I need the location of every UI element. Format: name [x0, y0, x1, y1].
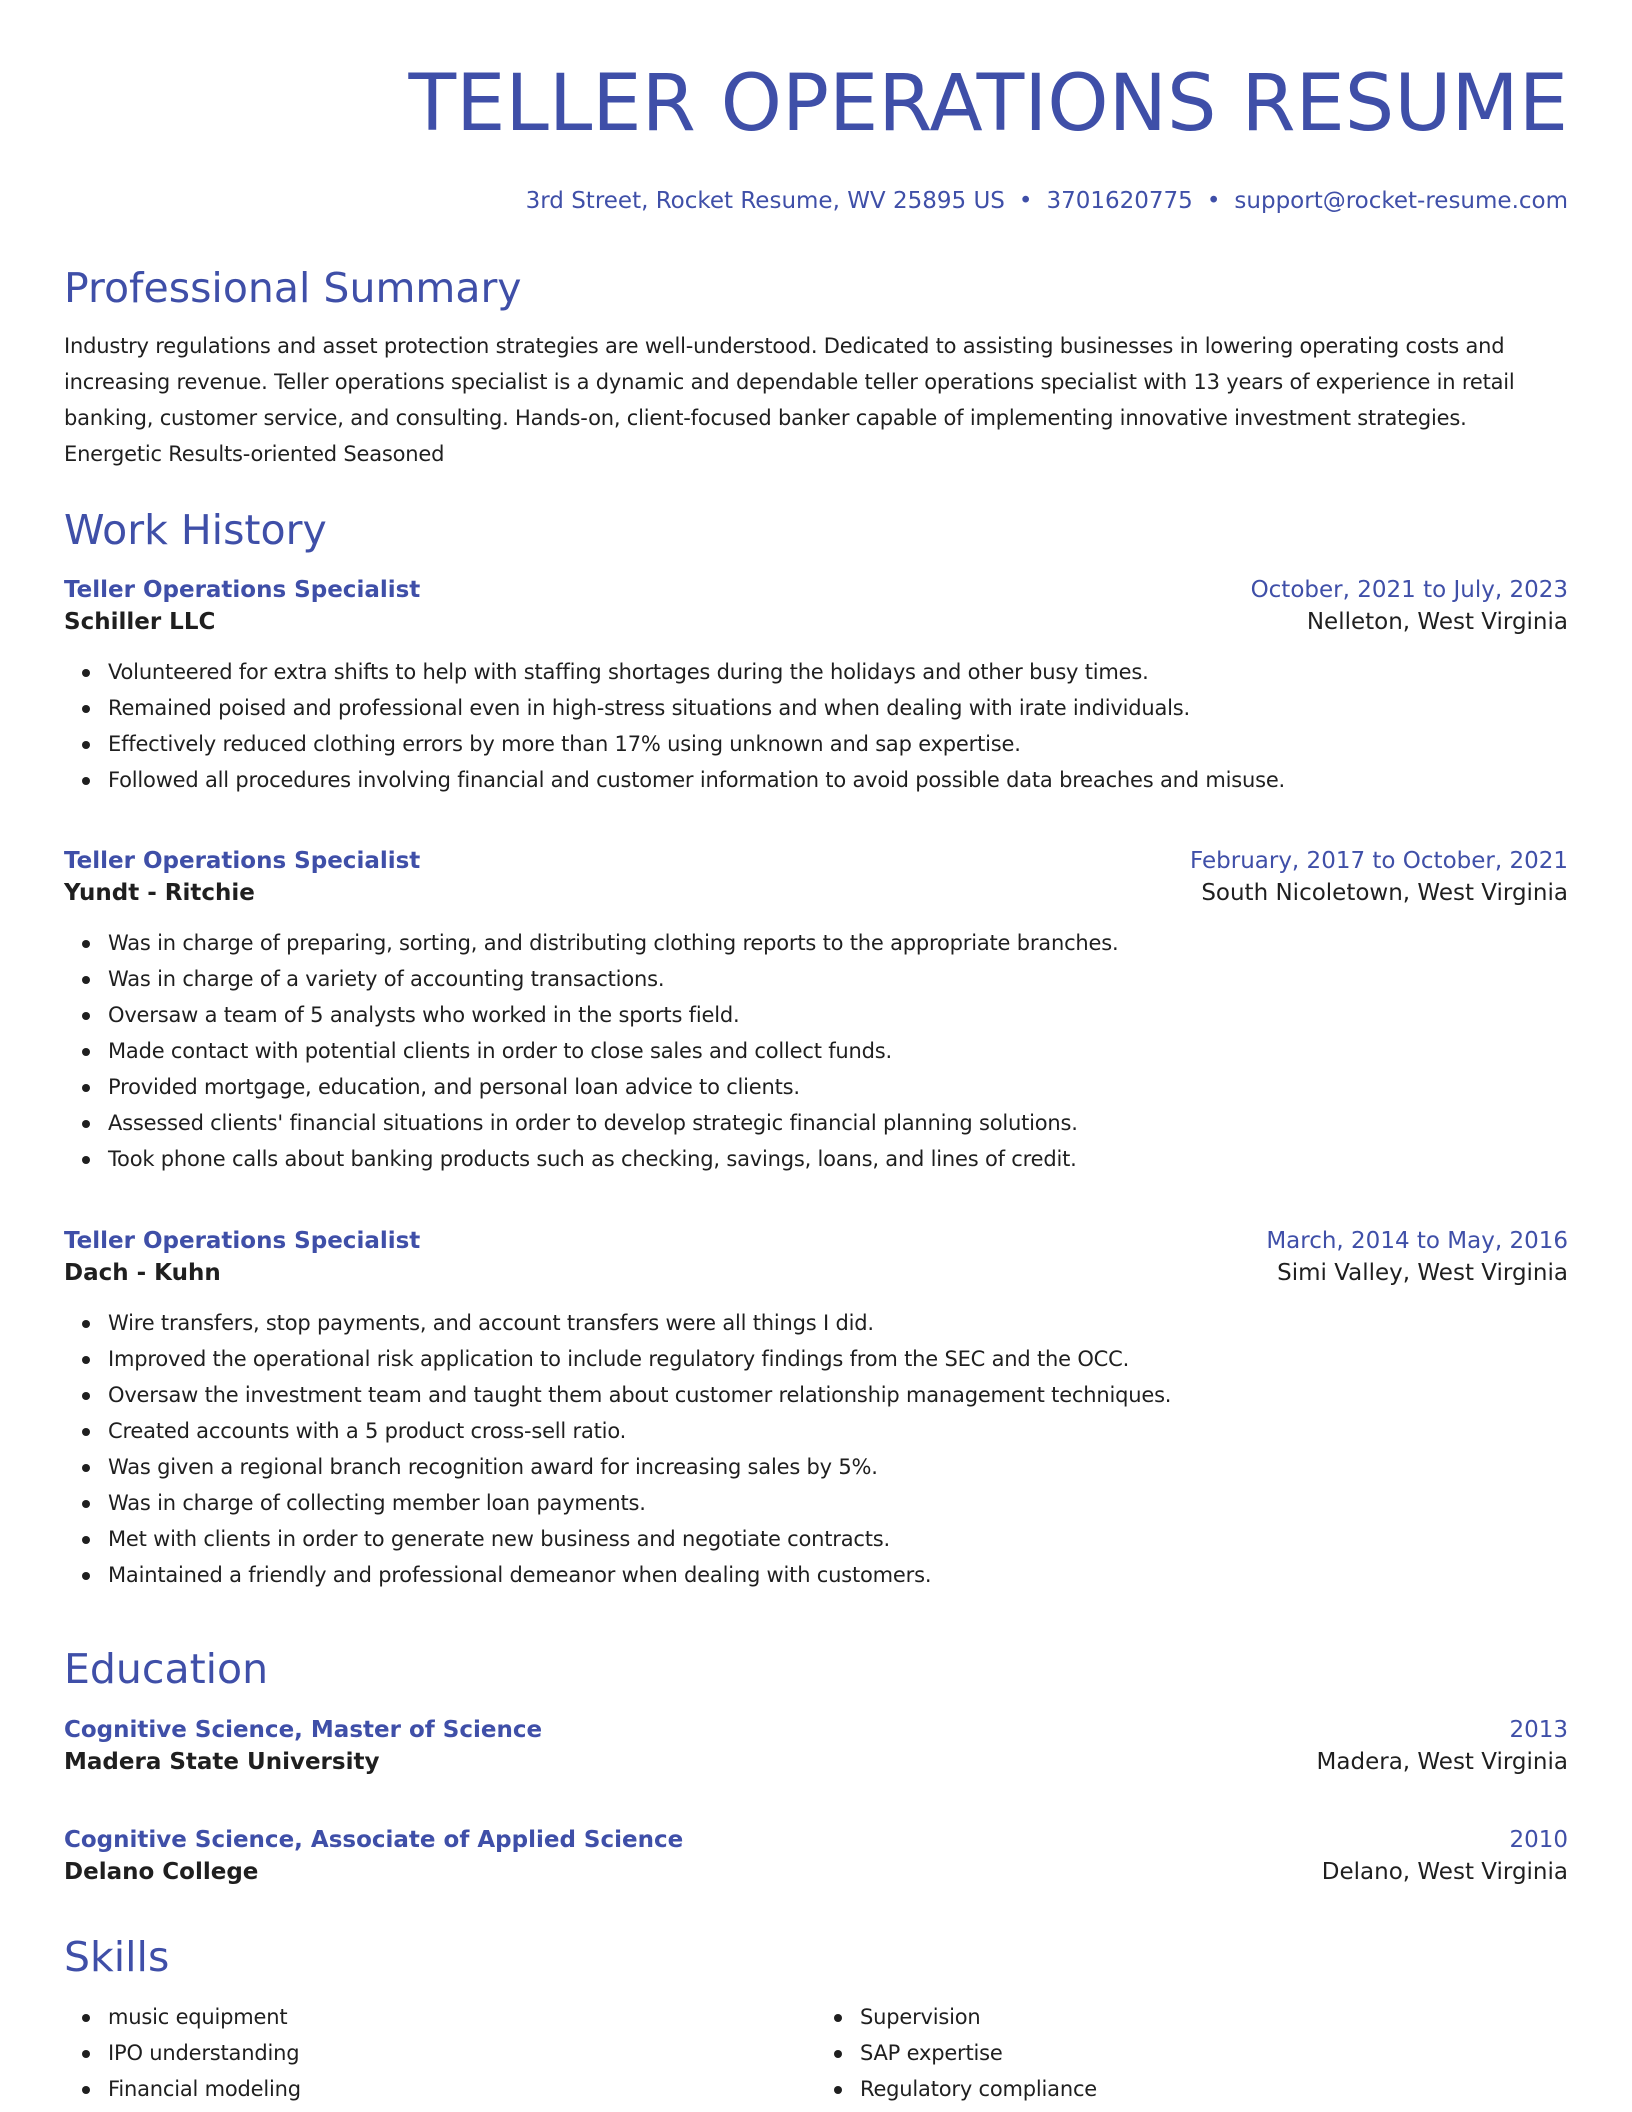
contact-email: support@rocket-resume.com: [1234, 188, 1568, 214]
summary-heading: Professional Summary: [64, 264, 522, 312]
list-item: SAP expertise: [860, 2035, 1568, 2071]
list-item: music equipment: [108, 1999, 816, 2035]
skills-heading: Skills: [64, 1933, 170, 1981]
job-company: Schiller LLC: [64, 609, 216, 635]
education-location: Madera, West Virginia: [1316, 1749, 1568, 1775]
list-item: Remained poised and professional even in high-stress situations and when dealing with irate individuals.: [108, 690, 1568, 726]
list-item: Was given a regional branch recognition award for increasing sales by 5%.: [108, 1449, 1568, 1485]
list-item: Improved the operational risk application to include regulatory findings from the SEC and the OCC.: [108, 1341, 1568, 1377]
education-school: Delano College: [64, 1859, 259, 1885]
list-item: Financial modeling: [108, 2071, 816, 2107]
job-company-row: [64, 1257, 1568, 1289]
job-location: Simi Valley, West Virginia: [1277, 1260, 1568, 1286]
list-item: Took phone calls about banking products such as checking, savings, loans, and lines of credit.: [108, 1141, 1568, 1177]
list-item: Followed all procedures involving financial and customer information to avoid possible data breaches and misuse.: [108, 762, 1568, 798]
list-item: Assessed clients' financial situations in order to develop strategic financial planning solutions.: [108, 1105, 1568, 1141]
education-year: 2010: [1509, 1827, 1568, 1853]
job-location: Nelleton, West Virginia: [1306, 609, 1568, 635]
job-company: Dach - Kuhn: [64, 1260, 221, 1286]
work-history-heading: Work History: [64, 506, 327, 554]
job-location: South Nicoletown, West Virginia: [1201, 880, 1568, 906]
list-item: Effectively reduced clothing errors by more than 17% using unknown and sap expertise.: [108, 726, 1568, 762]
summary-text: Industry regulations and asset protection strategies are well-understood. Dedicated to assisting businesses in lowering operating costs and increasing revenue. Teller operations specialist is a dynamic and dependable teller operations specialist with 13 years of experience in retail banking, customer service, and consulting. Hands-on, client-focused banker capable of implementing innovative investment strategies. Energetic Results-oriented Seasoned: [64, 334, 1515, 466]
list-item: IPO understanding: [108, 2035, 816, 2071]
job-dates: February, 2017 to October, 2021: [1190, 848, 1568, 874]
education-entry: [64, 1714, 1568, 1778]
list-item: Maintained a friendly and professional demeanor when dealing with customers.: [108, 1557, 1568, 1593]
list-item: Was in charge of preparing, sorting, and distributing clothing reports to the appropriate branches.: [108, 925, 1568, 961]
job-entry: [64, 574, 1568, 798]
education-year: 2013: [1509, 1717, 1568, 1743]
skills-section: [64, 1929, 1568, 2107]
job-bullets: [64, 1305, 1568, 1593]
job-title: Teller Operations Specialist: [64, 1228, 421, 1254]
job-bullets: [64, 925, 1568, 1177]
education-heading: Education: [64, 1645, 269, 1693]
education-school-row: [64, 1856, 1568, 1888]
job-bullets: [64, 654, 1568, 798]
work-history-section: [64, 502, 1568, 558]
contact-phone: 3701620775: [1046, 188, 1193, 214]
education-school: Madera State University: [64, 1749, 380, 1775]
resume-title: TELLER OPERATIONS RESUME: [408, 59, 1568, 149]
education-degree: Cognitive Science, Master of Science: [64, 1717, 543, 1743]
list-item: Regulatory compliance: [860, 2071, 1568, 2107]
education-school-row: [64, 1746, 1568, 1778]
skills-columns: [64, 1999, 1568, 2107]
education-header-row: [64, 1824, 1568, 1856]
job-entry: [64, 845, 1568, 1177]
contact-separator: •: [1018, 188, 1033, 214]
skills-left-list: [64, 1999, 816, 2107]
job-header-row: [64, 574, 1568, 606]
skills-right-list: [816, 1999, 1568, 2107]
education-location: Delano, West Virginia: [1321, 1859, 1568, 1885]
job-company-row: [64, 606, 1568, 638]
list-item: Wire transfers, stop payments, and account transfers were all things I did.: [108, 1305, 1568, 1341]
job-title: Teller Operations Specialist: [64, 577, 421, 603]
education-entry: [64, 1824, 1568, 1888]
list-item: Created accounts with a 5 product cross-sell ratio.: [108, 1413, 1568, 1449]
job-entry: [64, 1225, 1568, 1593]
list-item: Oversaw the investment team and taught them about customer relationship management techniques.: [108, 1377, 1568, 1413]
list-item: Provided mortgage, education, and personal loan advice to clients.: [108, 1069, 1568, 1105]
job-dates: October, 2021 to July, 2023: [1250, 577, 1568, 603]
job-dates: March, 2014 to May, 2016: [1266, 1228, 1568, 1254]
education-degree: Cognitive Science, Associate of Applied Science: [64, 1827, 684, 1853]
job-header-row: [64, 845, 1568, 877]
summary-section: [64, 260, 1568, 472]
list-item: Was in charge of collecting member loan payments.: [108, 1485, 1568, 1521]
list-item: Made contact with potential clients in order to close sales and collect funds.: [108, 1033, 1568, 1069]
job-title: Teller Operations Specialist: [64, 848, 421, 874]
job-company-row: [64, 877, 1568, 909]
contact-address: 3rd Street, Rocket Resume, WV 25895 US: [525, 188, 1005, 214]
resume-page: [64, 0, 1568, 2101]
list-item: Met with clients in order to generate new business and negotiate contracts.: [108, 1521, 1568, 1557]
education-header-row: [64, 1714, 1568, 1746]
list-item: Volunteered for extra shifts to help with staffing shortages during the holidays and other busy times.: [108, 654, 1568, 690]
education-section: [64, 1641, 1568, 1697]
job-company: Yundt - Ritchie: [64, 880, 255, 906]
list-item: Supervision: [860, 1999, 1568, 2035]
list-item: Was in charge of a variety of accounting transactions.: [108, 961, 1568, 997]
job-header-row: [64, 1225, 1568, 1257]
list-item: Oversaw a team of 5 analysts who worked in the sports field.: [108, 997, 1568, 1033]
contact-separator: •: [1206, 188, 1221, 214]
contact-line: [64, 185, 1568, 217]
